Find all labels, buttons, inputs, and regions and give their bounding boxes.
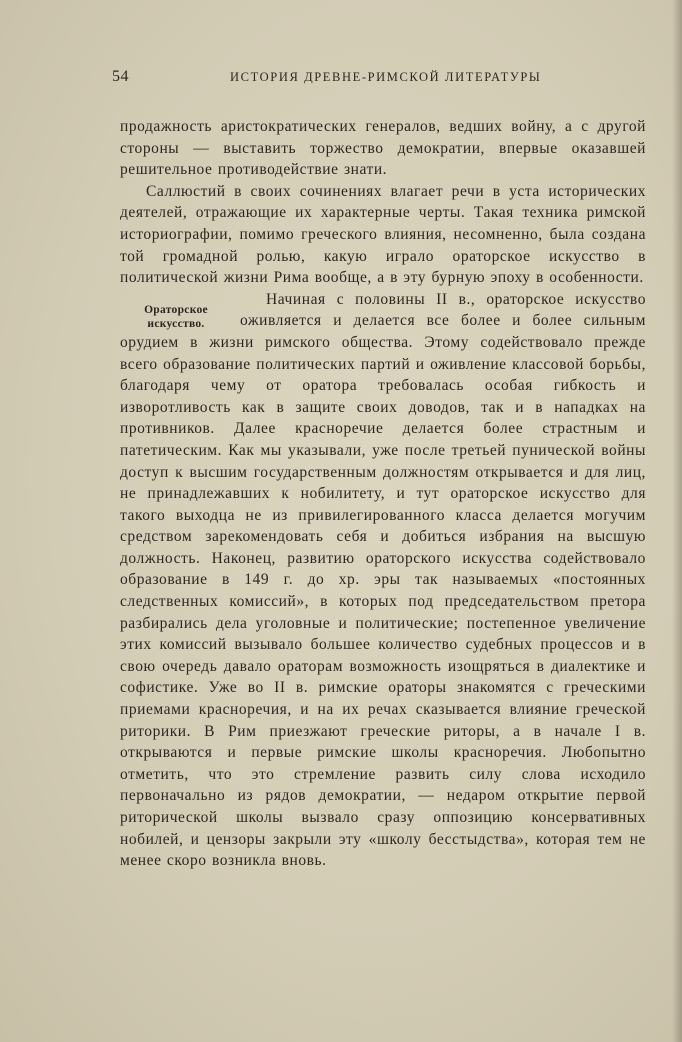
marginal-note-line-2: искусство. xyxy=(147,317,205,330)
marginal-note xyxy=(120,293,232,331)
body-text xyxy=(120,116,646,872)
running-title: ИСТОРИЯ ДРЕВНЕ-РИМСКОЙ ЛИТЕРАТУРЫ xyxy=(230,70,542,84)
paragraph-3: Начиная с половины II в., ораторское искусство оживляется и делается все более и более сильным орудием в жизни римского общества. Этому содействовало прежде всего образование политических партий и оживление классовой борьбы, благодаря чему от оратора требовалась особая гибкость и изворотливость как в защите своих доводов, так и в нападках на противников. Далее красноречие делается более страстным и патетическим. Как мы указывали, уже после третьей пунической войны доступ к высшим государственным должностям открывается и для лиц, не принадлежавших к нобилитету, и тут ораторское искусство для такого выходца не из привилегированного класса делается могучим средством зарекомендовать себя и добиться избрания на высшую должность. Наконец, развитию ораторского искусства содействовало образование в 149 г. до хр. эры так называемых «постоянных следственных комиссий», в которых под председательством претора разбирались дела уголовные и политические; постепенное увеличение этих комиссий вызывало большее количество судебных процессов и в свою очередь давало ораторам возможность изощряться в диалектике и софистике. Уже во II в. римские ораторы знакомятся с греческими приемами красноречия, и на их речах сказывается влияние греческой риторики. В Рим приезжают греческие риторы, а в начале I в. открываются и первые римские школы красноречия. Любопытно отметить, что это стремление развить силу слова исходило первоначально из рядов демократии, — недаром открытие первой риторической школы вызвало сразу оппозицию консервативных нобилей, и цензоры закрыли эту «школу бесстыдства», которая тем не менее скоро возникла вновь. xyxy=(120,290,646,870)
paragraph-2: Саллюстий в своих сочинениях влагает речи в уста исторических деятелей, отражающие их характерные черты. Такая техника римской историографии, помимо греческого влияния, несомненно, была создана той громадной ролью, какую играло ораторское искусство в политической жизни Рима вообще, а в эту бурную эпоху в особенности. xyxy=(120,182,646,287)
page-number: 54 xyxy=(112,68,129,85)
marginal-note-line-1: Ораторское xyxy=(144,303,208,316)
paragraph-1: продажность аристократических генералов, ведших войну, а с другой стороны — выставить торжество демократии, впервые оказавшей решительное противодействие знати. xyxy=(120,118,646,179)
page-edge-shadow xyxy=(672,0,682,1042)
